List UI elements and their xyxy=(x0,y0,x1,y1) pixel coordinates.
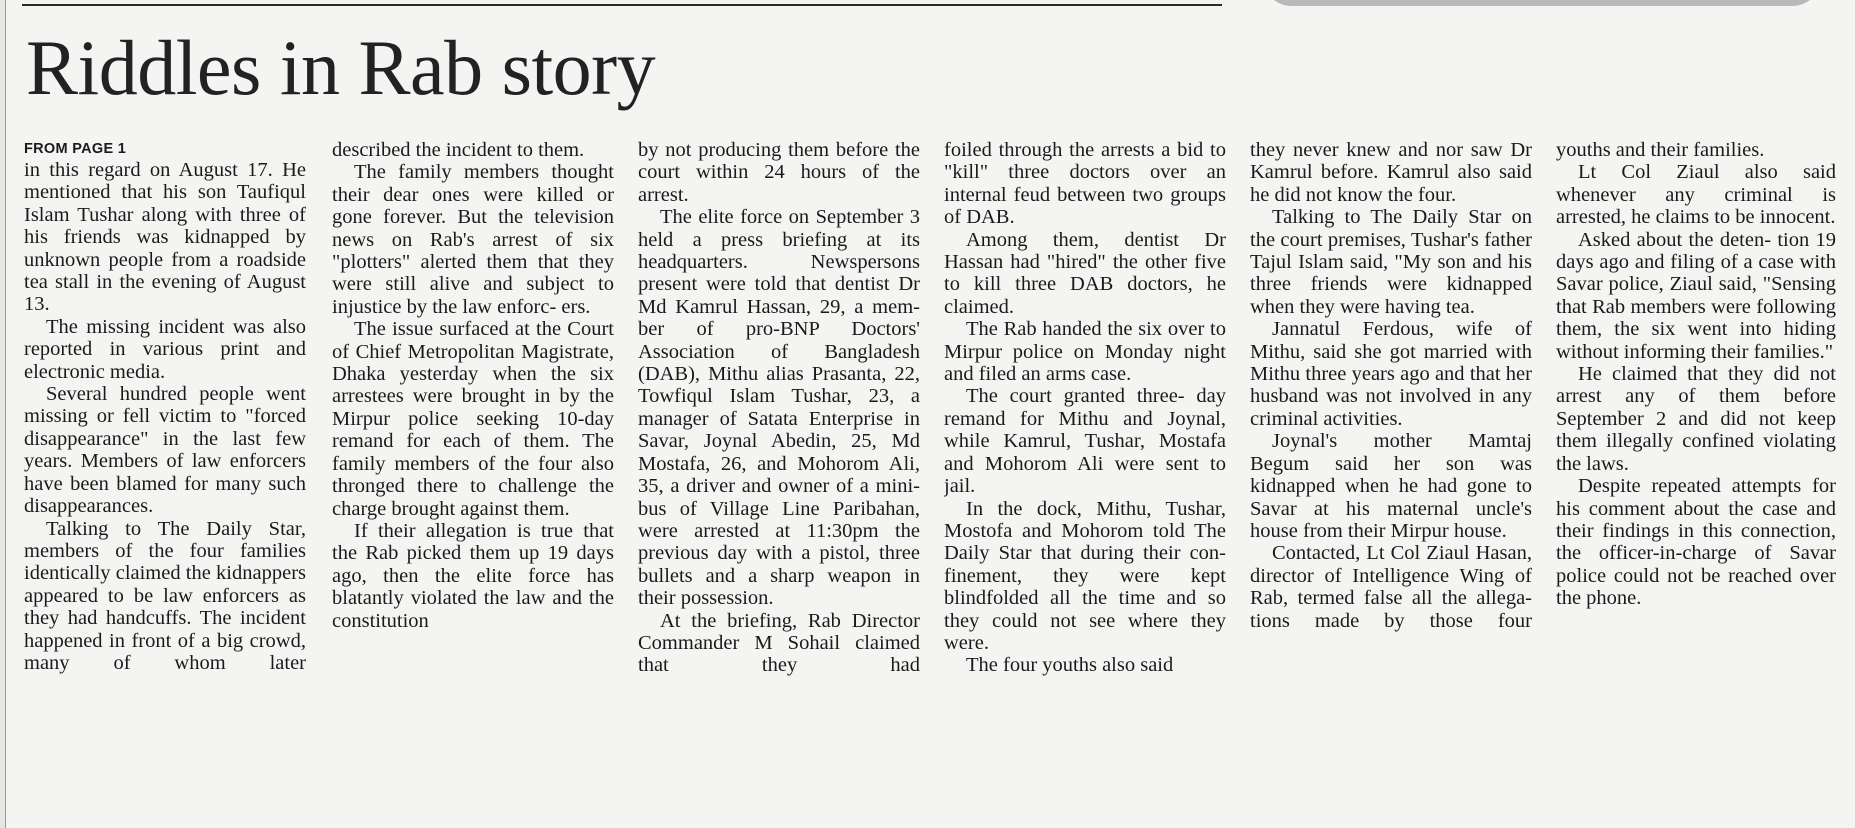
paragraph: by not producing them before the court within 24 hours of the arrest. xyxy=(638,139,920,206)
paragraph: Contacted, Lt Col Ziaul Hasan, director of Intelligence Wing of Rab, termed false all the allega- tions made by those four xyxy=(1250,542,1532,632)
paragraph: Joynal's mother Mamtaj Begum said her son was kidnapped when he had gone to Savar at his maternal uncle's house from their Mirpur house. xyxy=(1250,430,1532,542)
article-column-2 xyxy=(332,139,614,828)
paragraph: The elite force on September 3 held a press briefing at its headquarters. Newspersons present were told that dentist Dr Md Kamrul Hassan, 29, a mem- ber of pro-BNP Doctors' Association of Bangladesh (DAB), Mithu alias Prasanta, 22, Towfiqul Islam Tushar, 23, a manager of Satata Enterprise in Savar, Joynal Abedin, 25, Md Mostafa, 26, and Mohorom Ali, 35, a driver and owner of a mini- bus of Village Line Paribahan, were arrested at 11:30pm the previous day with a pistol, three bullets and a sharp weapon in their possession. xyxy=(638,206,920,610)
header-band xyxy=(1262,0,1822,6)
article-column-5 xyxy=(1250,139,1532,828)
paragraph: Despite repeated attempts for his comment about the case and their findings in this connection, the officer-in-charge of Savar police could not be reached over the phone. xyxy=(1556,475,1836,610)
page-edge xyxy=(0,0,6,828)
paragraph: they never knew and nor saw Dr Kamrul before. Kamrul also said he did not know the four. xyxy=(1250,139,1532,206)
paragraph: The issue surfaced at the Court of Chief Metropolitan Magistrate, Dhaka yesterday when the six arrestees were brought in by the Mirpur police seeking 10-day remand for each of them. The family members of the four also thronged there to challenge the charge brought against them. xyxy=(332,318,614,520)
paragraph: Several hundred people went missing or fell victim to "forced disappearance" in the last few years. Members of law enforcers have been blamed for many such disappearances. xyxy=(24,383,306,518)
paragraph: Asked about the deten- tion 19 days ago and filing of a case with Savar police, Ziaul said, "Sensing that Rab members were following them, the six went into hiding without informing their families." xyxy=(1556,228,1836,363)
paragraph: Among them, dentist Dr Hassan had "hired" the other five to kill three DAB doctors, he claimed. xyxy=(944,228,1226,318)
paragraph: Talking to The Daily Star on the court premises, Tushar's father Tajul Islam said, "My son and his three friends were kidnapped when they were having tea. xyxy=(1250,206,1532,318)
paragraph: The four youths also said xyxy=(966,654,1174,677)
paragraph: The missing incident was also reported in various print and electronic media. xyxy=(24,315,306,383)
paragraph: He claimed that they did not arrest any of them before September 2 and did not keep them illegally confined violating the laws. xyxy=(1556,363,1836,475)
paragraph: The Rab handed the six over to Mirpur police on Monday night and filed an arms case. xyxy=(944,318,1226,386)
paragraph: The family members thought their dear ones were killed or gone forever. But the television news on Rab's arrest of six "plotters" alerted them that they were still alive and subject to injustice by the law enforc- ers. xyxy=(332,161,614,318)
headline: Riddles in Rab story xyxy=(26,24,656,111)
paragraph: At the briefing, Rab Director Commander M Sohail claimed that they had xyxy=(638,609,920,677)
paragraph: The court granted three- day remand for Mithu and Joynal, while Kamrul, Tushar, Mostafa and Mohorom Ali were sent to jail. xyxy=(944,385,1226,498)
paragraph: If their allegation is true that the Rab picked them up 19 days ago, then the elite force has blatantly violated the law and the constitution xyxy=(332,519,614,632)
paragraph: Jannatul Ferdous, wife of Mithu, said she got married with Mithu three years ago and that her husband was not involved in any criminal activities. xyxy=(1250,318,1532,430)
paragraph: In the dock, Mithu, Tushar, Mostofa and Mohorom told The Daily Star that during their con- finement, they were kept blindfolded all the time and so they could not see where they were. xyxy=(944,497,1226,654)
article-column-3 xyxy=(638,139,920,828)
top-rule xyxy=(22,4,1222,6)
paragraph: Lt Col Ziaul also said whenever any criminal is arrested, he claims to be innocent. xyxy=(1556,161,1836,229)
kicker-from-page: FROM PAGE 1 xyxy=(24,141,127,157)
paragraph: described the incident to them. xyxy=(332,139,585,161)
article-column-6 xyxy=(1556,139,1836,828)
article-column-1 xyxy=(24,139,306,828)
paragraph: Talking to The Daily Star, members of the four families identically claimed the kidnappers appeared to be law enforcers as they had handcuffs. The incident happened in front of a big crowd, many of whom later xyxy=(24,517,306,674)
article-column-4 xyxy=(944,139,1226,828)
paragraph: foiled through the arrests a bid to "kill" three doctors over an internal feud between two groups of DAB. xyxy=(944,139,1226,229)
paragraph: youths and their families. xyxy=(1556,139,1765,161)
paragraph: in this regard on August 17. He mentioned that his son Taufiqul Islam Tushar along with three of his friends was kidnapped by unknown people from a roadside tea stall in the evening of August 13. xyxy=(24,159,306,316)
